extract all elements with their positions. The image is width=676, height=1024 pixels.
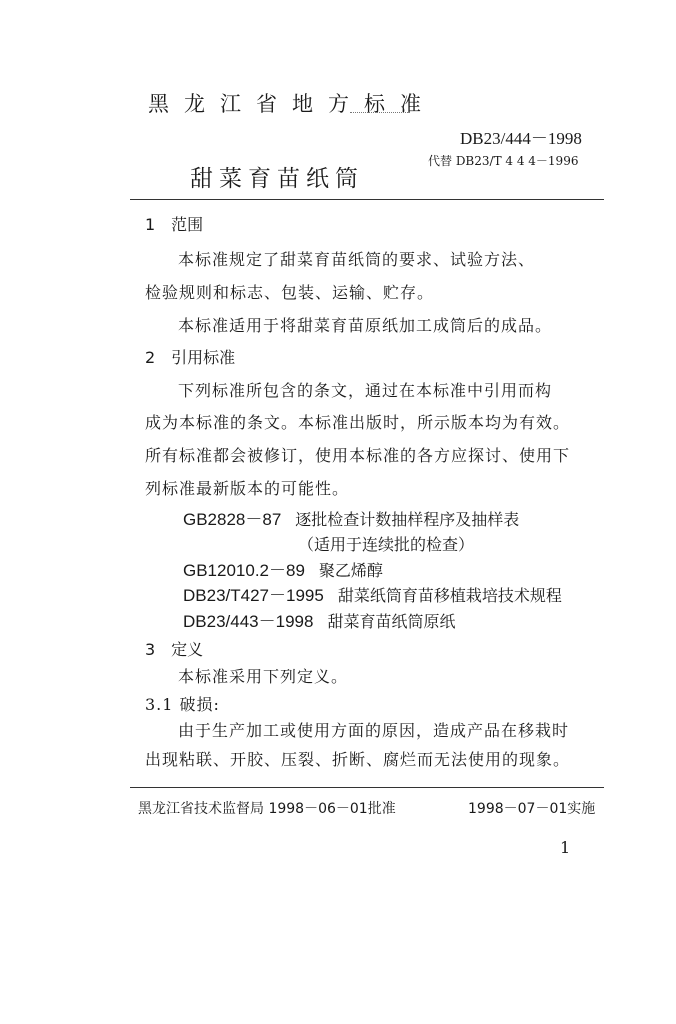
section-2-line-1: 下列标准所包含的条文，通过在本标准中引用而构 [178, 381, 553, 400]
replaces-note: 代替 DB23/T 4 4 4－1996 [428, 154, 579, 168]
reference-title: 甜菜育苗纸筒原纸 [327, 612, 456, 631]
reference-note: （适用于连续批的检查） [298, 535, 475, 554]
section-1-para-1-line-2: 检验规则和标志、包装、运输、贮存。 [145, 283, 435, 302]
section-1-para-2: 本标准适用于将甜菜育苗原纸加工成筒后的成品。 [178, 316, 553, 335]
reference-title: 聚乙烯醇 [318, 561, 383, 580]
definition-line-1: 由于生产加工或使用方面的原因，造成产品在移栽时 [178, 721, 570, 740]
section-2-line-2: 成为本标准的条文。本标准出版时，所示版本均为有效。 [145, 413, 571, 432]
definition-line-2: 出现粘联、开胶、压裂、折断、腐烂而无法使用的现象。 [145, 750, 571, 769]
header-divider [130, 199, 604, 200]
section-2-heading: 2 引用标准 [145, 348, 236, 367]
reference-title: 甜菜纸筒育苗移植栽培技术规程 [337, 586, 562, 605]
reference-code: DB23/T427－1995 [183, 586, 324, 605]
definition-heading: 3.1 破损: [145, 695, 220, 714]
section-1-heading: 1 范围 [145, 215, 204, 234]
footer-divider [130, 787, 604, 788]
standard-code: DB23/444－1998 [460, 129, 582, 148]
section-1-para-1-line-1: 本标准规定了甜菜育苗纸筒的要求、试验方法、 [178, 250, 536, 269]
approval-date: 黑龙江省技术监督局 1998－06－01批准 [138, 801, 396, 817]
reference-code: DB23/443－1998 [183, 612, 314, 631]
scan-smudge [350, 112, 410, 113]
reference-code: GB12010.2－89 [183, 561, 305, 580]
standard-type: 黑龙江省地方标准 [148, 92, 436, 116]
document-title: 甜菜育苗纸筒 [190, 166, 364, 192]
reference-item [183, 607, 455, 632]
reference-title: 逐批检查计数抽样程序及抽样表 [295, 510, 520, 529]
reference-item [183, 556, 383, 581]
section-3-intro: 本标准采用下列定义。 [178, 667, 349, 686]
page-number: 1 [560, 838, 571, 857]
section-3-heading: 3 定义 [145, 640, 204, 659]
effective-date: 1998－07－01实施 [468, 801, 596, 817]
section-2-line-3: 所有标准都会被修订，使用本标准的各方应探讨、使用下 [145, 446, 571, 465]
reference-code: GB2828－87 [183, 510, 282, 529]
reference-item [183, 581, 562, 606]
reference-item [183, 505, 519, 530]
section-2-line-4: 列标准最新版本的可能性。 [145, 479, 350, 498]
